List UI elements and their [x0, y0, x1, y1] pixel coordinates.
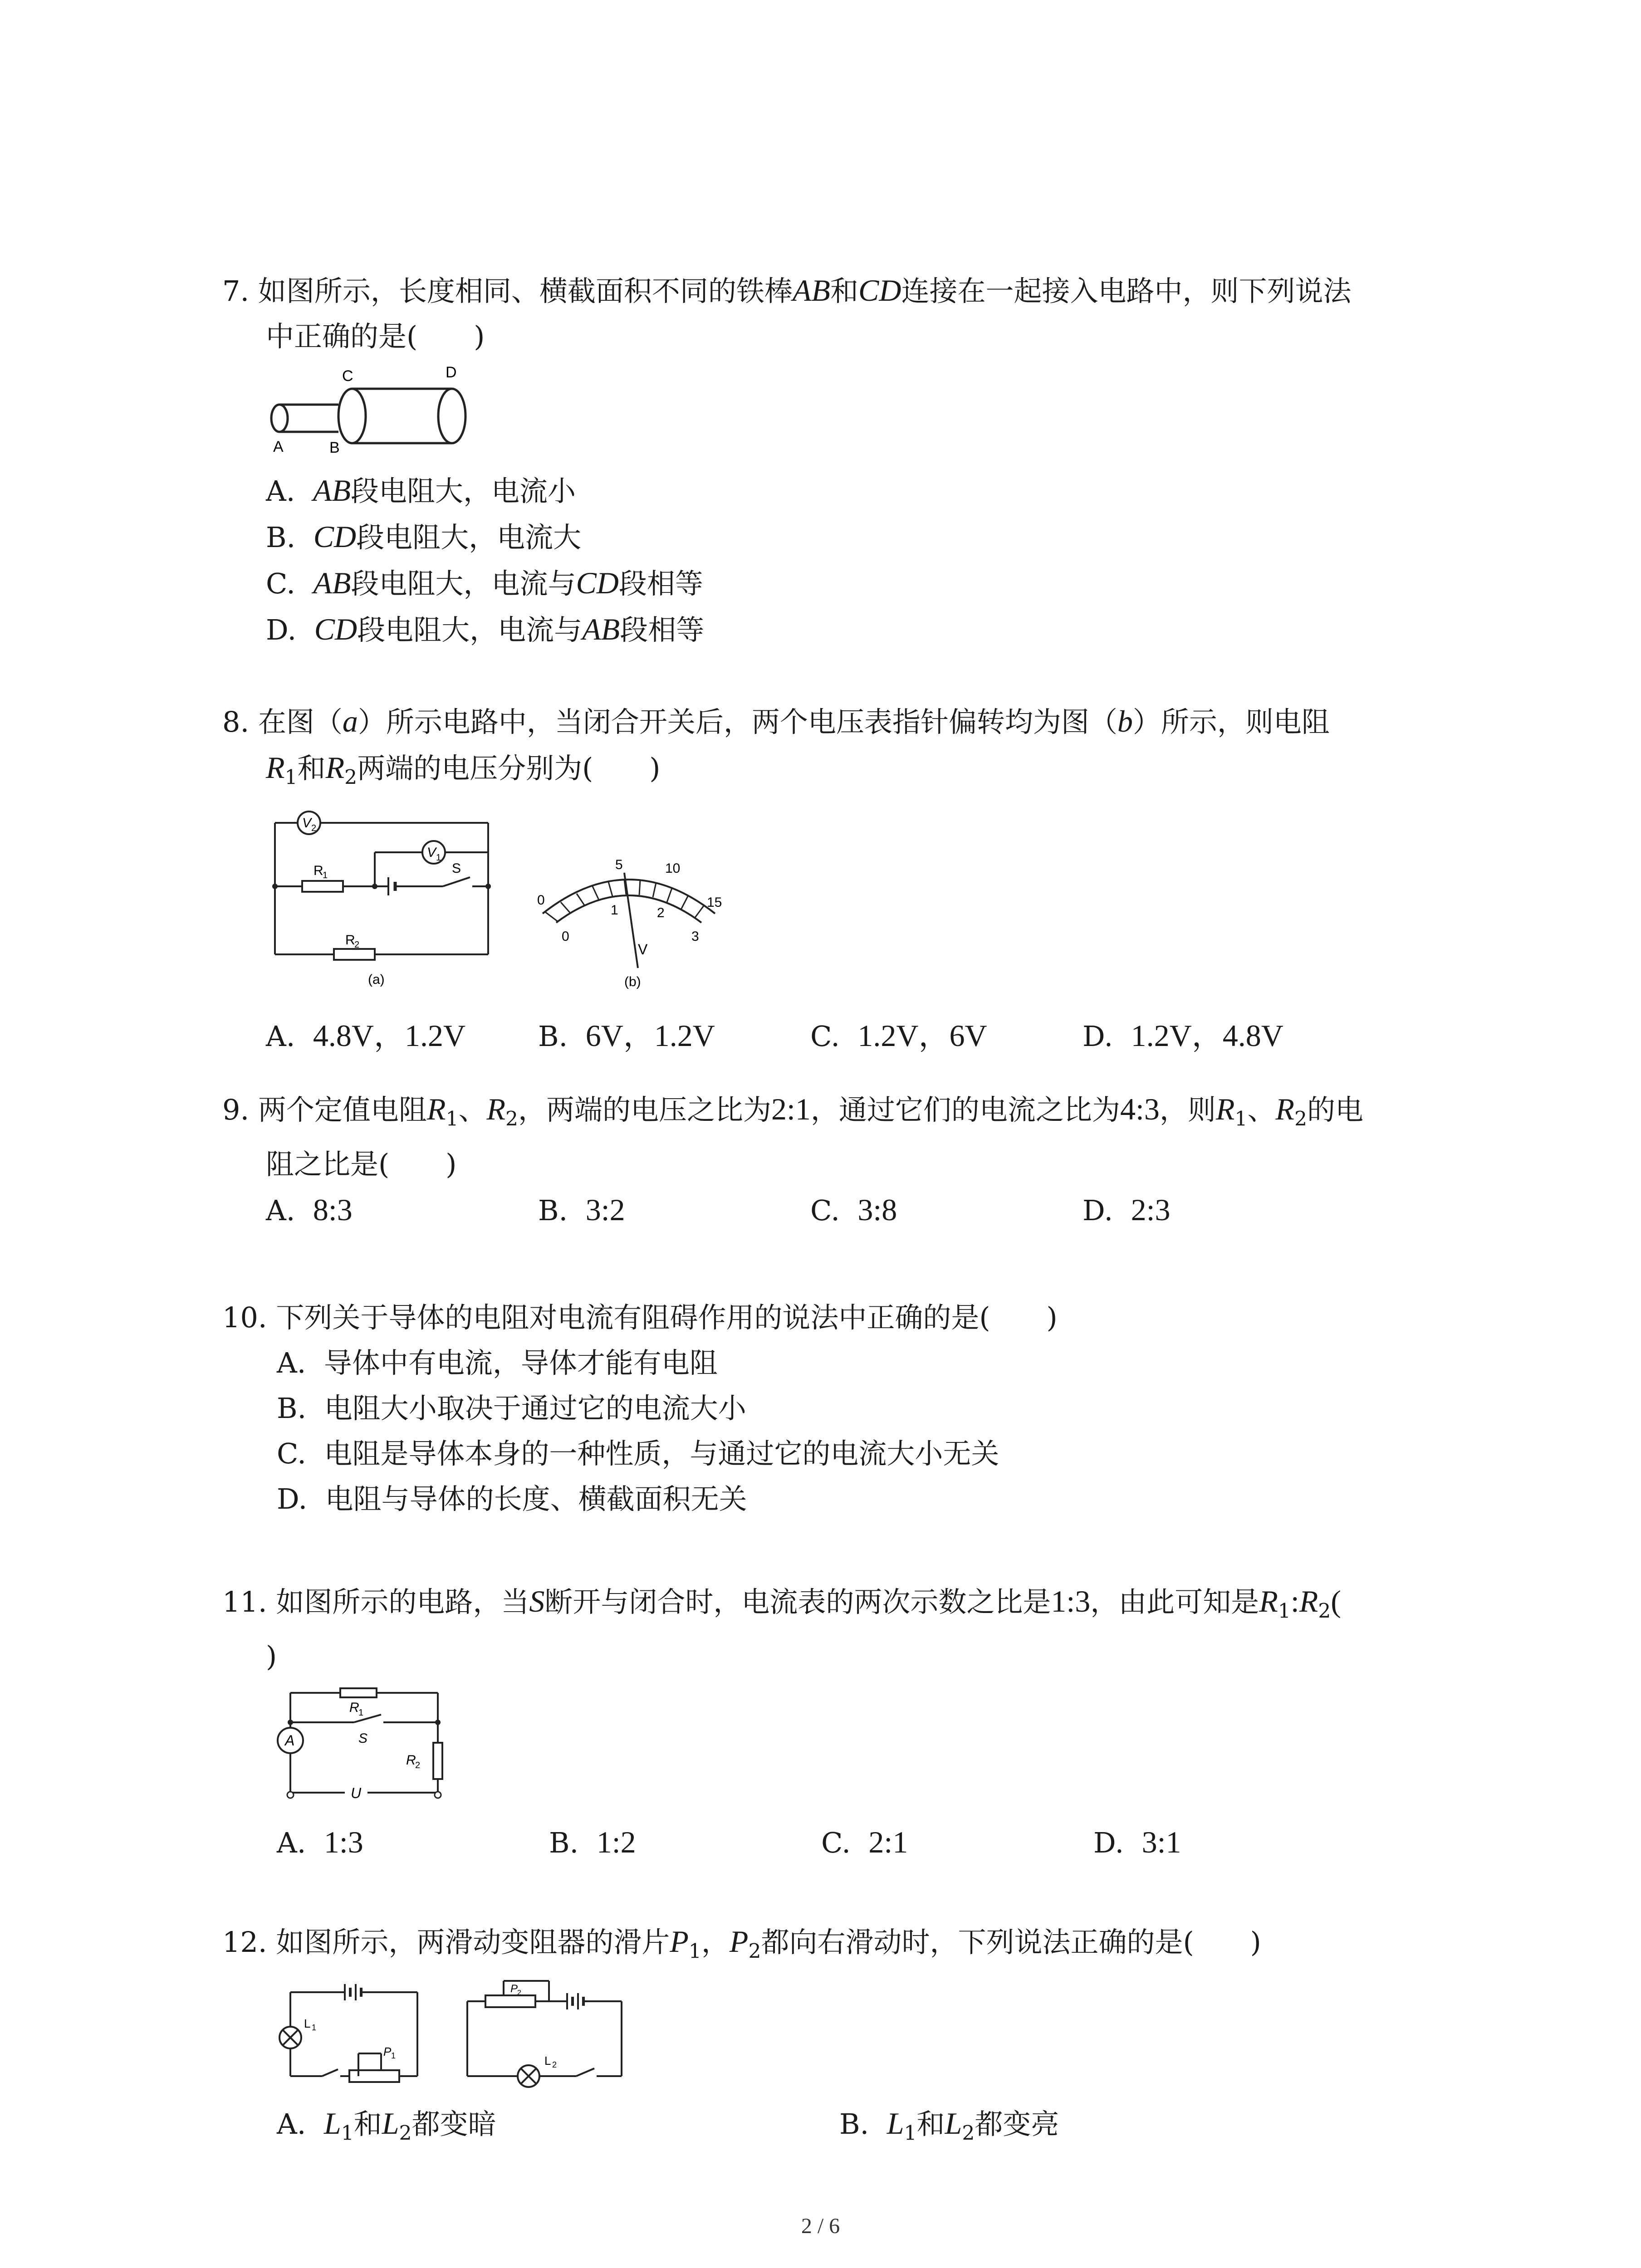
q11-r: R — [1299, 1584, 1318, 1618]
option-key: A. — [266, 474, 295, 508]
q8-r1-label: R — [314, 863, 323, 879]
q8-b: b — [1117, 704, 1133, 738]
q11-stem-line2: ) — [266, 1640, 277, 1673]
option-text: 段电阻大，电流与 — [357, 613, 583, 646]
option-math: AB — [313, 473, 351, 508]
q11-fig-a: A — [285, 1732, 295, 1749]
q9-sub: 2 — [1294, 1107, 1307, 1131]
option-text: 8:3 — [313, 1193, 353, 1227]
q8-scale-bottom-0: 0 — [562, 929, 569, 944]
q8-r2-label: R — [345, 933, 355, 948]
q8-r1-sub: 1 — [323, 870, 328, 881]
option-key: A. — [277, 1346, 306, 1379]
q9-ratio: 2:1 — [771, 1092, 811, 1126]
option-text: 导体中有电流，导体才能有电阻 — [323, 1346, 718, 1379]
q12-p: P — [670, 1924, 689, 1959]
option-key: D. — [266, 613, 297, 646]
option-key: B. — [538, 1020, 568, 1053]
option-key: B. — [266, 521, 296, 554]
q8-options — [222, 1013, 1474, 1059]
option-key: B. — [549, 1826, 579, 1860]
q12-p: P — [729, 1924, 749, 1959]
q9-number: 9. — [222, 1093, 250, 1126]
option-key: A. — [266, 1194, 295, 1227]
option-text: 2:1 — [868, 1825, 908, 1860]
q8-scale-bottom-3: 3 — [691, 929, 699, 944]
option-sub: 1 — [341, 2121, 354, 2145]
option-key: B. — [538, 1194, 568, 1227]
option-key: C. — [810, 1020, 840, 1053]
option-math: CD — [314, 612, 358, 646]
q9-sub: 1 — [1234, 1107, 1248, 1131]
question-9 — [222, 1086, 1474, 1233]
q11-fig-r2-sub: 2 — [415, 1760, 421, 1771]
option-math: CD — [576, 566, 619, 600]
q8-option-c[interactable] — [810, 1013, 1083, 1059]
q7-option-d[interactable] — [266, 606, 1474, 653]
q8-scale-top-5: 5 — [615, 857, 623, 873]
q8-v2-sub: 2 — [311, 823, 317, 834]
option-key: C. — [266, 567, 295, 600]
q10-number: 10. — [222, 1301, 267, 1334]
q11-fig-r1: R — [349, 1700, 359, 1716]
q9-option-b[interactable] — [538, 1187, 810, 1233]
q7-label-b: B — [329, 439, 340, 456]
option-key: A. — [277, 2107, 306, 2141]
q8-scale-bottom-2: 2 — [657, 905, 665, 921]
q11-stem-part: 如图所示的电路，当 — [276, 1585, 529, 1618]
q7-label-d: D — [446, 364, 457, 381]
q8-figures — [266, 809, 1474, 1013]
option-text: 和 — [916, 2107, 945, 2141]
q9-stem-part: ，则 — [1159, 1093, 1216, 1126]
q8-r2: R — [325, 750, 345, 785]
option-key: D. — [277, 1482, 308, 1515]
option-key: B. — [839, 2107, 869, 2141]
option-key: C. — [821, 1826, 851, 1860]
option-text: 段相等 — [618, 567, 703, 600]
q8-option-d[interactable] — [1083, 1013, 1355, 1059]
option-text: 1.2V，6V — [857, 1018, 987, 1053]
q9-comma: 、 — [458, 1093, 487, 1126]
q11-number: 11. — [222, 1585, 267, 1618]
q7-option-c[interactable] — [266, 560, 1474, 606]
q7-options — [222, 468, 1474, 653]
q8-stem-part: 在图（ — [258, 705, 343, 738]
q12-fig-p1-sub: 1 — [391, 2051, 396, 2061]
q8-r1-sub: 1 — [284, 766, 298, 789]
q12-fig-l2: L — [544, 2054, 551, 2068]
q12-circuit-right — [467, 1981, 622, 2087]
q8-stem-line2 — [222, 745, 1474, 800]
option-key: C. — [810, 1194, 840, 1227]
q11-r: R — [1259, 1584, 1278, 1618]
q12-stem-part: 都向右滑动时，下列说法正确的是( ) — [761, 1926, 1261, 1959]
q8-caption-b: (b) — [624, 974, 641, 990]
q11-ratio: 1:3 — [1051, 1584, 1091, 1618]
q8-option-b[interactable] — [538, 1013, 810, 1059]
option-text: 段电阻大，电流与 — [351, 567, 576, 600]
q8-scale-top-15: 15 — [707, 895, 722, 910]
q12-figures — [277, 1974, 1474, 2101]
q12-options — [222, 2101, 1474, 2156]
q9-comma: 、 — [1247, 1093, 1276, 1126]
q11-fig-s: S — [358, 1731, 368, 1746]
option-text: 1:3 — [323, 1825, 363, 1860]
q11-colon: : — [1290, 1584, 1299, 1618]
q11-stem-part: ，由此可知是 — [1090, 1585, 1259, 1618]
q11-sub: 2 — [1318, 1599, 1331, 1623]
q8-scale-bottom-1: 1 — [611, 903, 618, 918]
q9-stem-part: 两个定值电阻 — [258, 1093, 427, 1126]
q12-option-b[interactable] — [839, 2101, 1402, 2156]
q12-fig-p1: P — [383, 2045, 392, 2059]
q8-stem-part: ）所示，则电阻 — [1132, 705, 1330, 738]
option-key: A. — [266, 1020, 295, 1053]
q7-stem-line2: 中正确的是( ) — [266, 320, 485, 353]
q7-figure-rods — [266, 359, 1474, 468]
q9-sub: 1 — [446, 1107, 459, 1131]
q7-stem-part: 连接在一起接入电路中，则下列说法 — [901, 274, 1352, 308]
q9-stem-part: 的电 — [1307, 1093, 1363, 1126]
q10-option-b[interactable] — [277, 1386, 1474, 1431]
option-text: 都变暗 — [411, 2107, 496, 2141]
q7-option-a[interactable] — [266, 468, 1474, 514]
q8-he: 和 — [297, 752, 326, 785]
q11-options — [222, 1819, 1474, 1866]
option-text: 3:8 — [857, 1193, 897, 1227]
q9-option-c[interactable] — [810, 1187, 1083, 1233]
option-math: CD — [313, 519, 357, 554]
q10-option-a[interactable] — [277, 1340, 1474, 1386]
q7-ab: AB — [792, 273, 830, 308]
option-text: 段电阻大，电流小 — [350, 474, 576, 508]
q9-r: R — [1215, 1092, 1235, 1126]
q8-v1-sub: 1 — [436, 853, 441, 863]
q7-stem-line1 — [222, 268, 1474, 314]
q8-r2-sub: 2 — [354, 940, 360, 950]
q8-scale-top-10: 10 — [665, 861, 681, 876]
option-text: 和 — [353, 2107, 382, 2141]
q8-s-label: S — [452, 861, 461, 876]
q8-number: 8. — [222, 705, 250, 738]
option-text: 3:1 — [1141, 1825, 1181, 1860]
q8-v1-label: V — [427, 845, 436, 860]
q10-stem-text: 下列关于导体的电阻对电流有阻碍作用的说法中正确的是( ) — [276, 1301, 1058, 1334]
q11-fig-r1-sub: 1 — [358, 1708, 364, 1718]
q10-option-c[interactable] — [277, 1431, 1474, 1476]
q12-sub: 2 — [748, 1940, 761, 1963]
q7-cd: CD — [858, 273, 901, 308]
option-key: C. — [277, 1437, 306, 1470]
q12-fig-l1: L — [304, 2017, 311, 2031]
q12-circuit-left — [279, 1984, 417, 2082]
q8-circuit-a — [275, 811, 488, 960]
q8-caption-a: (a) — [368, 972, 385, 987]
question-11 — [222, 1579, 1474, 1866]
q7-he: 和 — [830, 274, 858, 308]
q12-stem — [222, 1919, 1474, 1974]
option-math: L — [382, 2106, 399, 2141]
option-key: A. — [277, 1826, 306, 1860]
q12-number: 12. — [222, 1926, 267, 1959]
q8-option-a[interactable] — [266, 1013, 538, 1059]
question-10 — [222, 1295, 1474, 1522]
option-math: L — [323, 2106, 341, 2141]
q10-option-d[interactable] — [277, 1476, 1474, 1522]
q11-sub: 1 — [1278, 1599, 1291, 1623]
q11-paren-open: ( — [1331, 1584, 1341, 1618]
q7-label-c: C — [342, 367, 353, 385]
option-text: 段电阻大，电流大 — [356, 521, 582, 554]
q8-scale-top-0: 0 — [537, 893, 545, 908]
option-text: 4.8V，1.2V — [313, 1018, 466, 1053]
option-text: 都变亮 — [975, 2107, 1059, 2141]
q11-option-a[interactable] — [277, 1819, 549, 1866]
q8-a: a — [342, 704, 358, 738]
q7-label-a: A — [273, 438, 284, 455]
option-sub: 2 — [962, 2121, 975, 2145]
option-text: 段相等 — [620, 613, 705, 646]
q7-option-b[interactable] — [266, 514, 1474, 560]
q8-stem-part: 两端的电压分别为( ) — [357, 752, 661, 785]
option-key: B. — [277, 1392, 307, 1425]
option-math: L — [945, 2106, 962, 2141]
q11-s: S — [529, 1584, 545, 1618]
option-text: 6V，1.2V — [585, 1018, 715, 1053]
option-text: 电阻与导体的长度、横截面积无关 — [325, 1482, 747, 1515]
q8-stem-part: ）所示电路中，当闭合开关后，两个电压表指针偏转均为图（ — [358, 705, 1117, 738]
question-8 — [222, 699, 1474, 1059]
q9-options — [222, 1187, 1474, 1233]
q8-unit-v: V — [638, 941, 648, 958]
q11-stem-line1 — [222, 1579, 1474, 1634]
q11-stem-part: 断开与闭合时，电流表的两次示数之比是 — [544, 1585, 1051, 1618]
option-key: D. — [1083, 1194, 1113, 1227]
q12-stem-part: 如图所示，两滑动变阻器的滑片 — [276, 1926, 670, 1959]
q8-r1: R — [266, 750, 285, 785]
q11-fig-u: U — [351, 1785, 362, 1802]
q9-r: R — [426, 1092, 446, 1126]
q7-number: 7. — [222, 274, 250, 308]
option-math: AB — [582, 612, 620, 646]
q9-r: R — [1275, 1092, 1294, 1126]
q9-stem-part: ，通过它们的电流之比为 — [810, 1093, 1120, 1126]
option-key: D. — [1083, 1020, 1113, 1053]
q9-option-a[interactable] — [266, 1187, 538, 1233]
q12-fig-p2-sub: 2 — [517, 1989, 521, 1997]
q9-stem-part: ，两端的电压之比为 — [518, 1093, 772, 1126]
q9-r: R — [486, 1092, 505, 1126]
option-text: 3:2 — [585, 1193, 625, 1227]
option-text: 1.2V，4.8V — [1131, 1018, 1283, 1053]
option-key: D. — [1093, 1826, 1124, 1860]
option-math: L — [887, 2106, 904, 2141]
q11-fig-r2: R — [406, 1753, 416, 1768]
q11-option-d[interactable] — [1093, 1819, 1366, 1866]
q11-figure-circuit — [277, 1679, 1474, 1819]
q8-r2-sub: 2 — [344, 766, 358, 789]
q12-fig-l2-sub: 2 — [552, 2060, 557, 2070]
q7-stem-part: 如图所示，长度相同、横截面积不同的铁棒 — [258, 274, 793, 308]
q12-comma: ， — [701, 1926, 730, 1959]
q12-fig-p2: P — [510, 1983, 518, 1995]
option-sub: 1 — [904, 2121, 917, 2145]
question-7 — [222, 268, 1474, 653]
page-number: 2 / 6 — [801, 2214, 840, 2238]
q9-option-d[interactable] — [1083, 1187, 1355, 1233]
option-text: 电阻大小取决于通过它的电流大小 — [324, 1392, 746, 1425]
option-math: AB — [313, 566, 351, 600]
q10-options — [222, 1340, 1474, 1522]
q9-stem-line2: 阻之比是( ) — [266, 1148, 457, 1181]
option-text: 2:3 — [1131, 1193, 1171, 1227]
q11-option-b[interactable] — [549, 1819, 821, 1866]
q8-v2-label: V — [302, 816, 312, 831]
q12-sub: 1 — [688, 1940, 701, 1963]
q10-stem — [222, 1295, 1474, 1340]
option-text: 电阻是导体本身的一种性质，与通过它的电流大小无关 — [324, 1437, 999, 1470]
q12-option-a[interactable] — [277, 2101, 839, 2156]
option-sub: 2 — [399, 2121, 412, 2145]
option-text: 1:2 — [596, 1825, 636, 1860]
q9-stem-line1 — [222, 1086, 1474, 1142]
q12-fig-l1-sub: 1 — [312, 2023, 317, 2033]
q8-stem-line1 — [222, 699, 1474, 745]
q11-option-c[interactable] — [821, 1819, 1093, 1866]
question-12 — [222, 1919, 1474, 2156]
q9-sub: 2 — [505, 1107, 518, 1131]
q9-ratio: 4:3 — [1120, 1092, 1160, 1126]
q8-meter-b — [543, 873, 715, 968]
